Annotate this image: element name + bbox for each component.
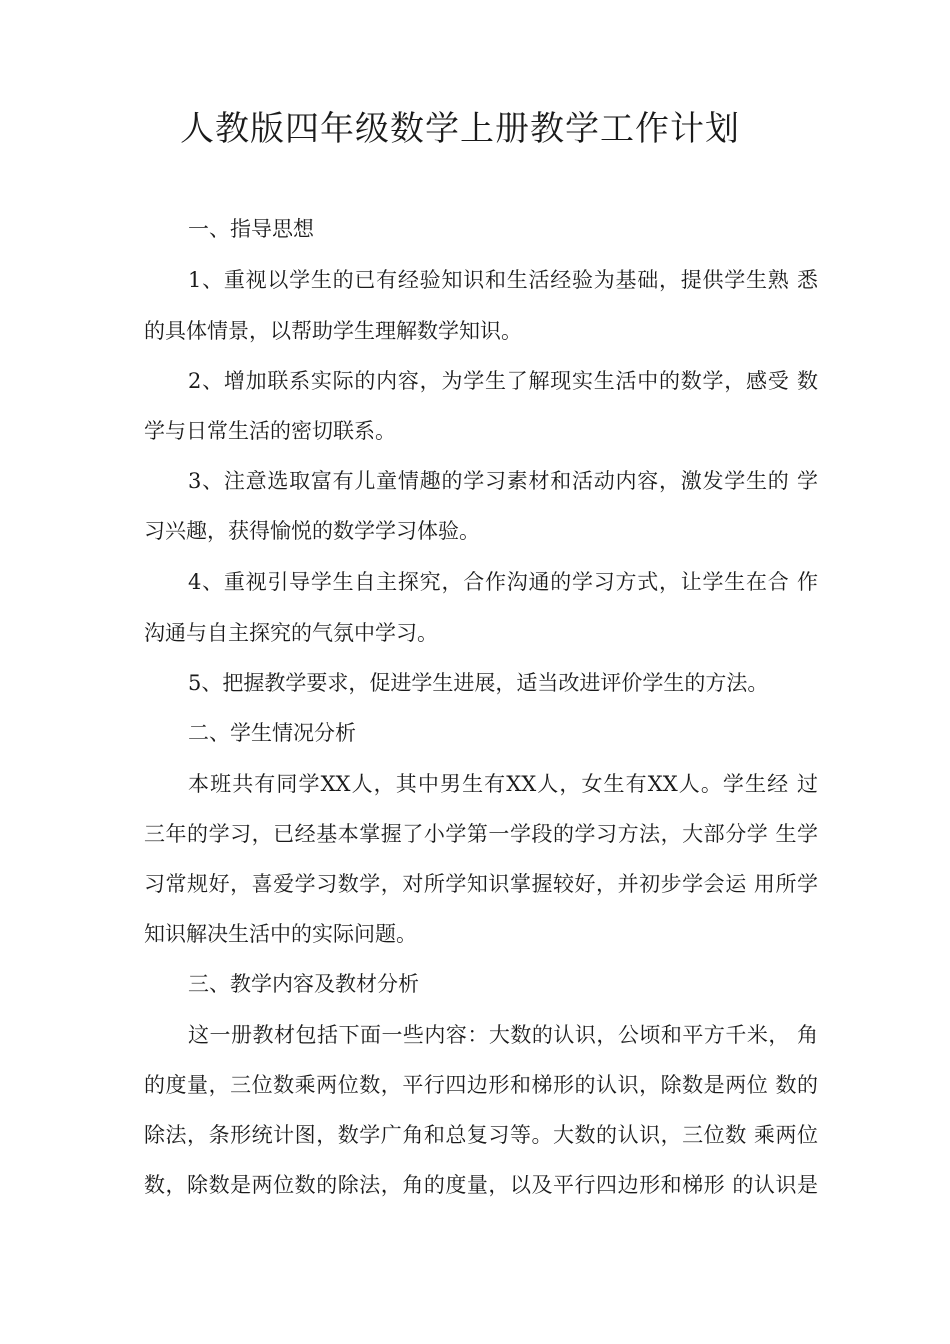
paragraph-line: 本班共有同学XX人，其中男生有XX人，女生有XX人。学生经 过 xyxy=(188,772,818,796)
paragraph-line: 4、重视引导学生自主探究，合作沟通的学习方式，让学生在合 作 xyxy=(188,570,818,594)
paragraph-line: 习常规好，喜爱学习数学，对所学知识掌握较好，并初步学会运 用所学 xyxy=(144,872,818,896)
section-heading-student-analysis: 二、学生情况分析 xyxy=(188,721,356,745)
paragraph-line: 除法，条形统计图，数学广角和总复习等。大数的认识，三位数 乘两位 xyxy=(144,1123,818,1147)
paragraph-line: 沟通与自主探究的气氛中学习。 xyxy=(144,621,438,645)
document-title: 人教版四年级数学上册教学工作计划 xyxy=(180,109,740,149)
paragraph-line: 2、增加联系实际的内容，为学生了解现实生活中的数学，感受 数 xyxy=(188,369,818,393)
section-heading-content-analysis: 三、教学内容及教材分析 xyxy=(188,972,419,996)
paragraph-line: 3、注意选取富有儿童情趣的学习素材和活动内容，激发学生的 学 xyxy=(188,469,818,493)
paragraph-line: 的度量，三位数乘两位数，平行四边形和梯形的认识，除数是两位 数的 xyxy=(144,1073,818,1097)
paragraph-line: 知识解决生活中的实际问题。 xyxy=(144,922,417,946)
paragraph-line: 数，除数是两位数的除法，角的度量，以及平行四边形和梯形 的认识是 xyxy=(144,1173,818,1197)
paragraph-line: 5、把握教学要求，促进学生进展，适当改进评价学生的方法。 xyxy=(188,671,769,695)
paragraph-line: 1、重视以学生的已有经验知识和生活经验为基础，提供学生熟 悉 xyxy=(188,268,818,292)
paragraph-line: 三年的学习，已经基本掌握了小学第一学段的学习方法，大部分学 生学 xyxy=(144,822,818,846)
section-heading-guiding-thought: 一、指导思想 xyxy=(188,217,314,241)
paragraph-line: 这一册教材包括下面一些内容：大数的认识，公顷和平方千米， 角 xyxy=(188,1023,818,1047)
paragraph-line: 习兴趣，获得愉悦的数学学习体验。 xyxy=(144,519,480,543)
paragraph-line: 学与日常生活的密切联系。 xyxy=(144,419,396,443)
paragraph-line: 的具体情景，以帮助学生理解数学知识。 xyxy=(144,319,522,343)
